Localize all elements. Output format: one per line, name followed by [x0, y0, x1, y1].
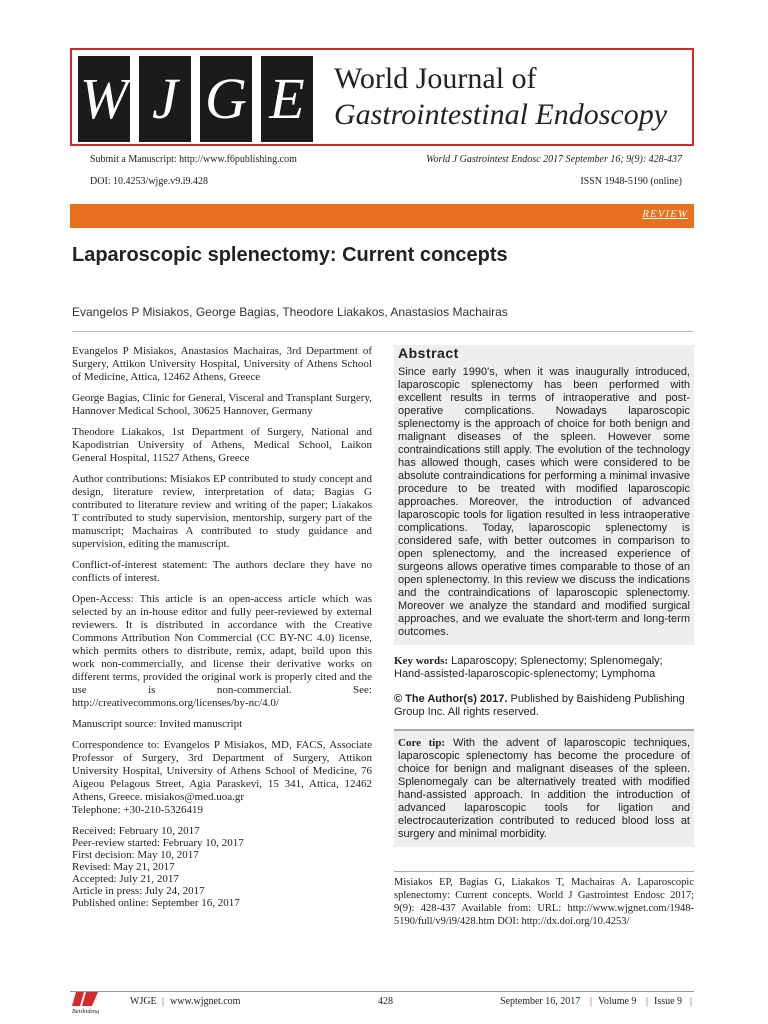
divider [72, 331, 694, 332]
date-received: Received: February 10, 2017 [72, 825, 200, 837]
date-revised: Revised: May 21, 2017 [72, 861, 175, 873]
citation-block: Misiakos EP, Bagias G, Liakakos T, Machairas A. Laparoscopic splenectomy: Current concepts. World J Gastrointest Endosc 2017; 9(9): 428-437 Available from: URL: http://www.wjgnet.com/1948-5190/full/v9/i9/428.htm DOI: http://dx.doi.org/10.4253/ [394, 871, 694, 928]
correspondence: Correspondence to: Evangelos P Misiakos, MD, FACS, Associate Professor of Surgery, 3rd Department of Surgery, Attikon University Hospital, University of Athens School of Medicine, 76 Aigeou Pelagous Street, Agia Paraskevi, 15 341, Attica, 12462 Athens, Greece. misiakos@med.uoa.gr [72, 739, 372, 803]
copyright-text: Published by Baishideng Publishing Group Inc. All rights reserved. [394, 693, 685, 718]
date-accepted: Accepted: July 21, 2017 [72, 873, 179, 885]
baishideng-logo-text: Baishideng [72, 1009, 99, 1014]
abstract-heading: Abstract [398, 345, 459, 361]
issn: ISSN 1948-5190 (online) [580, 176, 682, 187]
right-column [394, 345, 694, 928]
page-number: 428 [378, 996, 393, 1007]
logo-letter-w: W [78, 56, 130, 142]
section-bar [70, 204, 694, 228]
abstract-text: Since early 1990's, when it was inaugurally introduced, laparoscopic splenectomy has been performed with excellent results in terms of intraoperative and post-operative complications. Nowadays laparoscopic splenectomy is the approach of choice for both benign and malignant diseases of the spleen. However some contraindications still apply. The evolution of the technology has allowed though, cases which were considered to be absolute contraindications for performing a minimal invasive procedure to be treated with modified laparoscopic approaches. Moreover, the introduction of advanced laparoscopic tools for ligation resulted in less intraoperative complications. Today, laparoscopic splenectomy is considered safe, with better outcomes in comparison to open splenectomy, and the increased experience of surgeons allows operative times comparable to those of an open splenectomy. In this review we discuss the indications and the contraindications of laparoscopic splenectomy. Moreover we analyze the standard and modified surgical approaches, and we evaluate the short-term and long-term outcomes. [398, 366, 690, 638]
citation-short: World J Gastrointest Endosc 2017 September 16; 9(9): 428-437 [426, 154, 682, 165]
conflict-statement: Conflict-of-interest statement: The authors declare they have no conflicts of interest. [72, 559, 372, 584]
core-tip-label: Core tip: [398, 737, 446, 749]
journal-banner [70, 48, 694, 146]
footer-rule [70, 991, 694, 992]
section-tag: REVIEW [642, 208, 688, 220]
left-column [72, 345, 372, 909]
abstract-box [394, 345, 694, 645]
telephone: Telephone: +30-210-5326419 [72, 804, 203, 816]
affiliation-1: Evangelos P Misiakos, Anastasios Machairas, 3rd Department of Surgery, Attikon University Hospital, University of Athens School of Medicine, Attica, 12462 Athens, Greece [72, 345, 372, 383]
article-title: Laparoscopic splenectomy: Current concepts [72, 244, 508, 266]
baishideng-logo-icon [70, 988, 114, 1014]
copyright [394, 693, 694, 719]
core-tip-box [394, 729, 694, 847]
footer-issue: Issue 9 [654, 996, 683, 1007]
footer-date: September 16, 2017 [500, 996, 581, 1007]
date-peer-review: Peer-review started: February 10, 2017 [72, 837, 244, 849]
doi[interactable]: DOI: 10.4253/wjge.v9.i9.428 [90, 176, 209, 187]
date-published: Published online: September 16, 2017 [72, 897, 240, 909]
affiliation-3: Theodore Liakakos, 1st Department of Surgery, National and Kapodistrian University of Athens, Medical School, Laikon General Hospital, 11527 Athens, Greece [72, 426, 372, 464]
journal-name-line1: World Journal of [334, 62, 537, 95]
article-dates [72, 825, 372, 909]
logo-letter-e: E [261, 56, 313, 142]
copyright-label: © The Author(s) 2017. [394, 693, 508, 705]
keywords-list: Laparoscopy; Splenectomy; Splenomegaly; Hand-assisted-laparoscopic-splenectomy; Lymphoma [394, 655, 663, 680]
open-access: Open-Access: This article is an open-access article which was selected by an in-house editor and fully peer-reviewed by external reviewers. It is distributed in accordance with the Creative Commons Attribution Non Commercial (CC BY-NC 4.0) license, which permits others to distribute, remix, adapt, build upon this work non-commercially, and license their derivative works on different terms, provided the original work is properly cited and the use is non-commercial. See: http://creativecommons.org/licenses/by-nc/4.0/ [72, 593, 372, 709]
author-contributions: Author contributions: Misiakos EP contributed to study concept and design, literature review, interpretation of data; Bagias G contributed to literature review and writing of the paper; Liakakos T contributed to study supervision, mentorship, surgery part of the manuscript; Machairas A contributed to study guidance and supervision, editing the manuscript. [72, 473, 372, 550]
footer-journal: WJGE [130, 996, 157, 1007]
keywords [394, 655, 694, 681]
affiliation-2: George Bagias, Clinic for General, Visceral and Transplant Surgery, Hannover Medical School, 30625 Hannover, Germany [72, 392, 372, 417]
date-in-press: Article in press: July 24, 2017 [72, 885, 205, 897]
core-tip-text: With the advent of laparoscopic techniques, laparoscopic splenectomy has become the procedure of choice for benign and malignant diseases of the spleen. Splenomegaly can be alternatively treated with modified hand-assisted approach. In addition the introduction of advanced laparoscopic tools for ligation and electrocauterization contributed to reduced blood loss at surgery and minimal morbidity. [398, 737, 691, 840]
logo-letter-j: J [139, 56, 191, 142]
keywords-label: Key words: [394, 655, 449, 667]
article-authors: Evangelos P Misiakos, George Bagias, Theodore Liakakos, Anastasios Machairas [72, 305, 508, 319]
logo-letter-g: G [200, 56, 252, 142]
footer-volume: Volume 9 [598, 996, 637, 1007]
submit-link[interactable]: Submit a Manuscript: http://www.f6publishing.com [90, 154, 297, 165]
date-first-decision: First decision: May 10, 2017 [72, 849, 199, 861]
journal-name-line2: Gastrointestinal Endoscopy [334, 98, 668, 131]
footer-url[interactable]: www.wjgnet.com [170, 996, 241, 1007]
manuscript-source: Manuscript source: Invited manuscript [72, 718, 243, 730]
